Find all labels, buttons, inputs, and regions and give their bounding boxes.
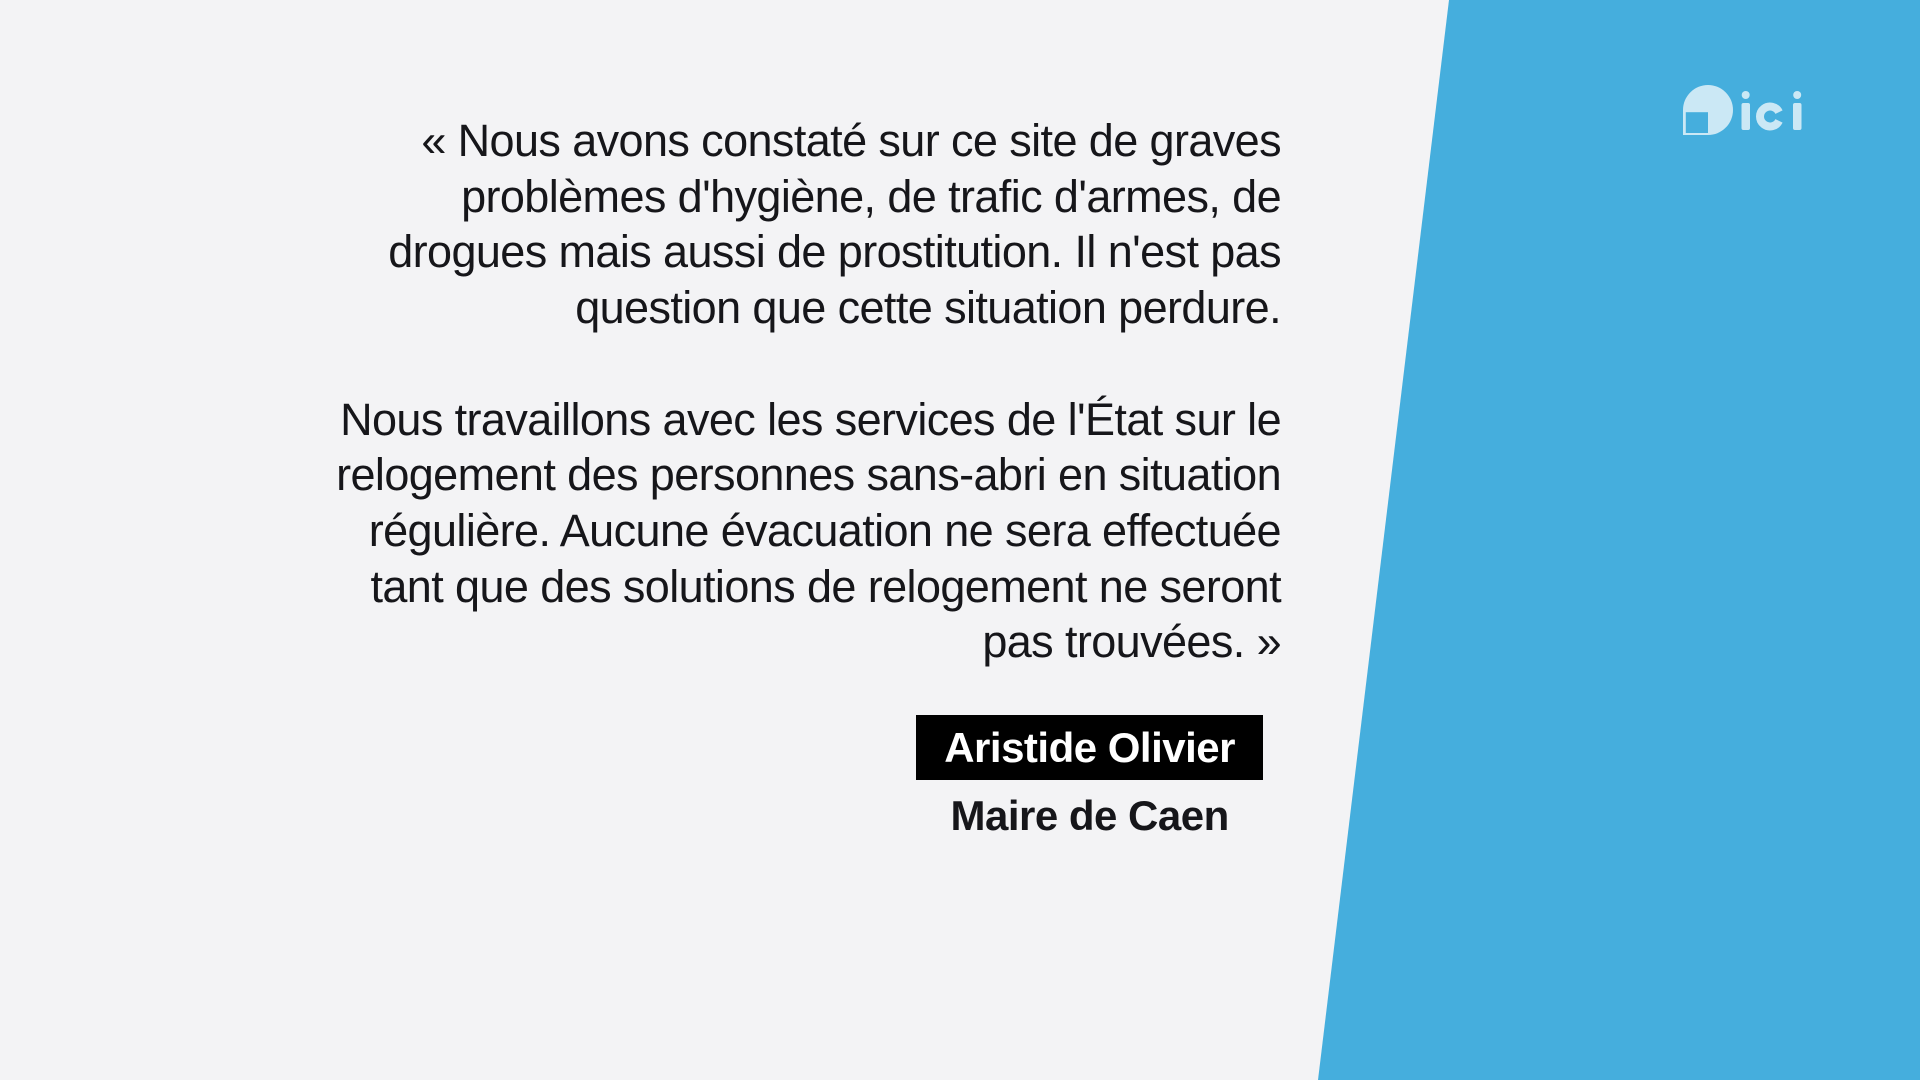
quote-line: « Nous avons constaté sur ce site de graves (421, 115, 1281, 166)
quote-line: relogement des personnes sans-abri en situation (336, 449, 1281, 501)
quote-paragraph-2 (0, 392, 1281, 671)
quote-line: drogues mais aussi de prostitution. Il n'est pas (388, 226, 1281, 278)
quote-line: tant que des solutions de relogement ne seront (370, 560, 1281, 612)
attribution (916, 715, 1263, 839)
quote-line: régulière. Aucune évacuation ne sera effectuée (368, 504, 1281, 556)
author-role: Maire de Caen (950, 792, 1229, 839)
ici-logo-icon (1683, 84, 1815, 138)
author-name-badge (916, 715, 1263, 780)
quote-line: problèmes d'hygiène, de trafic d'armes, de (461, 170, 1281, 222)
quote-line: question que cette situation perdure. (575, 282, 1281, 334)
author-name: Aristide Olivier (944, 724, 1235, 771)
quote-text (0, 113, 1281, 670)
ici-logo-wordmark (1742, 91, 1802, 130)
ici-logo-mark (1683, 85, 1733, 135)
quote-line: pas trouvées. » (982, 616, 1281, 668)
quote-paragraph-1 (0, 113, 1281, 336)
quote-line: Nous travaillons avec les services de l'État sur le (340, 393, 1281, 445)
